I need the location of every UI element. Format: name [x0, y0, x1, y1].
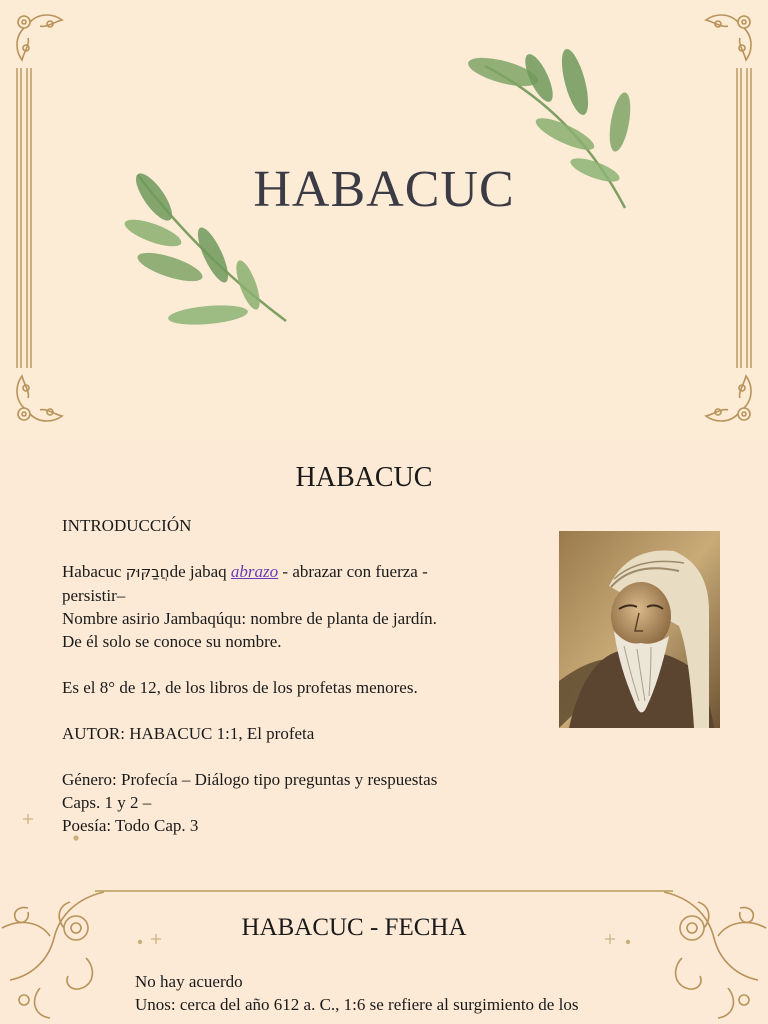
- corner-ornament-top-right: [702, 8, 758, 64]
- abrazo-link[interactable]: abrazo: [230, 562, 279, 581]
- slide-heading: HABACUC - FECHA: [241, 914, 467, 941]
- text-fragment: Habacuc: [62, 562, 126, 581]
- introduction-slide: [0, 440, 768, 880]
- text-line: Nombre asirio Jambaqúqu: nombre de planta de jardín.: [62, 609, 437, 628]
- text-line: Poesía: Todo Cap. 3: [62, 816, 199, 835]
- introduction-text: [62, 514, 502, 837]
- divider-line: [95, 890, 673, 892]
- corner-ornament-bottom-right: [702, 372, 758, 428]
- genre-line: Género: Profecía – Diálogo tipo preguntas y respuestas: [62, 770, 438, 789]
- text-line: Caps. 1 y 2 –: [62, 793, 152, 812]
- slide-title: HABACUC: [253, 161, 515, 218]
- text-line: Unos: cerca del año 612 a. C., 1:6 se refiere al surgimiento de los: [135, 995, 579, 1014]
- sparkle-decoration: [20, 810, 90, 846]
- ornate-frame: [0, 0, 768, 440]
- text-line: Es el 8° de 12, de los libros de los profetas menores.: [62, 678, 418, 697]
- section-heading: INTRODUCCIÓN: [62, 516, 192, 535]
- slide-heading: HABACUC: [295, 462, 433, 493]
- text-line: No hay acuerdo: [135, 972, 243, 991]
- floral-ornament-left: [0, 888, 112, 1024]
- text-fragment: - abrazar con fuerza -: [278, 562, 428, 581]
- text-line: De él solo se conoce su nombre.: [62, 632, 282, 651]
- prophet-portrait-image: [559, 531, 720, 728]
- date-slide: [0, 880, 768, 1024]
- etymology-line: [62, 560, 502, 584]
- corner-ornament-top-left: [10, 8, 66, 64]
- floral-ornament-right: [656, 888, 768, 1024]
- title-slide: [0, 0, 768, 440]
- date-text: [135, 970, 655, 1016]
- text-line: persistir–: [62, 586, 126, 605]
- author-line: AUTOR: HABACUC 1:1, El profeta: [62, 724, 315, 743]
- hebrew-word: חֲבַקּוּק: [125, 563, 170, 581]
- corner-ornament-bottom-left: [10, 372, 66, 428]
- text-fragment: de jabaq: [169, 562, 231, 581]
